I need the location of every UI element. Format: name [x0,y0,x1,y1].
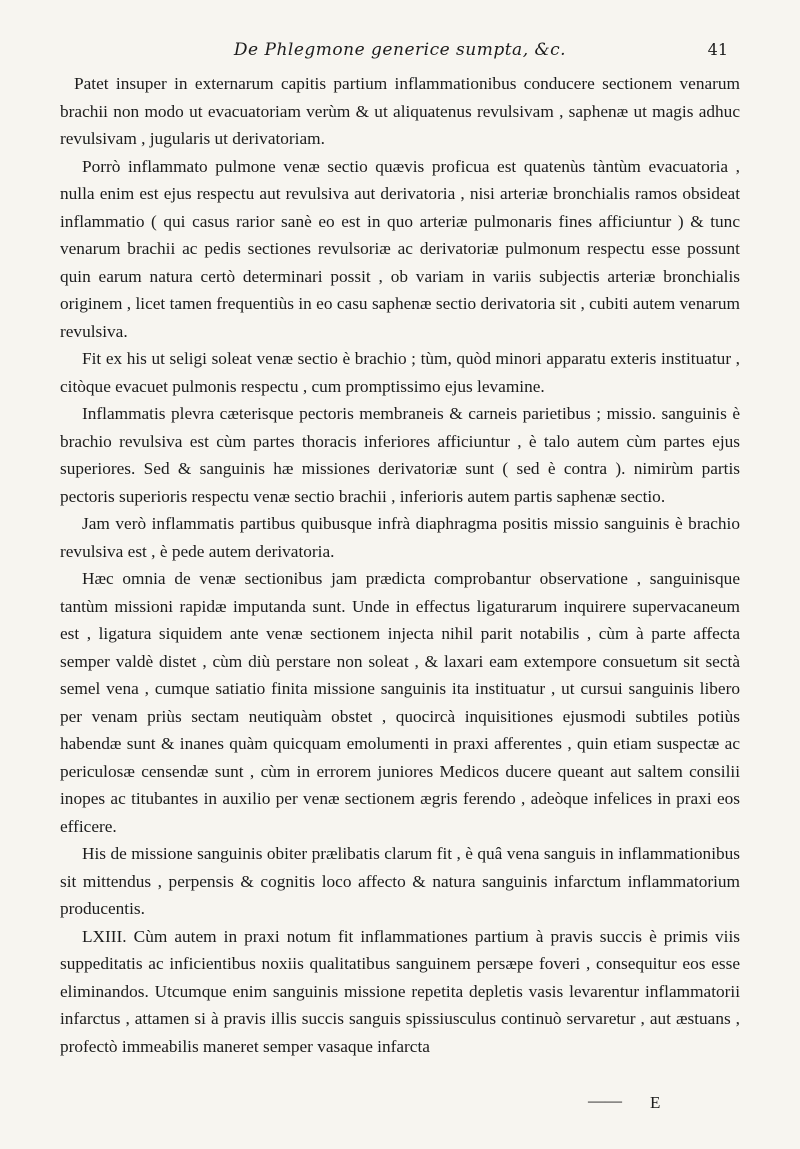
paragraph-8: LXIII. Cùm autem in praxi notum fit inflammationes partium à pravis succis è primis viis suppeditatis ac inficientibus noxiis qualitatibus sanguinem persæpe foveri , consequitur eos esse eliminandos. Utcumque enim sanguinis missione repetita depletis vasis levarentur inflammatorii infarctus , attamen si à pravis illis succis sanguis spissiusculus continuò servaretur , aut æstuans , profectò immeabilis maneret semper vasaque infarcta [60,926,740,1056]
paragraph-6: Hæc omnia de venæ sectionibus jam prædicta comprobantur observatione , sanguinisque tantùm missioni rapidæ imputanda sunt. Unde in effectus ligaturarum inquirere supervacaneum est , ligatura siquidem ante venæ sectionem injecta nihil parit notabilis , cùm à parte affecta semper valdè distet , cùm diù perstare non soleat , & laxari eam extempore consuetum sit sectà semel vena , cumque satiatio finita missione sanguinis ita instituatur , ut cursui sanguinis libero per venam priùs sectam neutiquàm obstet , quocircà inquisitiones ejusmodi subtiles potiùs habendæ sunt & inanes quàm quicquam emolumenti in praxi afferentes , quin etiam suspectæ ac periculosæ censendæ sunt , cùm in errorem juniores Medicos ducere queant aut saltem consilii inopes ac titubantes in auxilio per venæ sectionem ægris ferendo , adeòque infelices in praxi eos efficere. [60,569,740,836]
paragraph-4: Inflammatis plevra cæterisque pectoris membraneis & carneis parietibus ; missio. sanguinis è brachio revulsiva est cùm partes thoracis inferiores afficiuntur , è talo autem cùm partes ejus superiores. Sed & sanguinis hæ missiones derivatoriæ sunt ( sed è contra ). nimirùm partis pectoris superioris respectu venæ sectio brachii , inferioris autem partis saphenæ sectio. [60,404,740,506]
page-number: 41 [707,40,728,59]
running-head [60,40,740,66]
body-text [60,70,740,1060]
paragraph-3: Fit ex his ut seligi soleat venæ sectio è brachio ; tùm, quòd minori apparatu exteris instituatur , citòque evacuet pulmonis respectu , cum promptissimo ejus levamine. [60,349,740,396]
paragraph-5: Jam verò inflammatis partibus quibusque infrà diaphragma positis missio sanguinis è brachio revulsiva est , è pede autem derivatoria. [60,514,740,561]
running-title: De Phlegmone generice sumpta, &c. [233,40,567,60]
paragraph-2: Porrò inflammato pulmone venæ sectio quævis proficua est quatenùs tàntùm evacuatoria , nulla enim est ejus respectu aut revulsiva aut derivatoria , nisi arteriæ bronchialis ramos obsideat inflammatio ( qui casus rarior sanè eo est in quo arteriæ pulmonaris fines afficiuntur ) & tunc venarum brachii ac pedis sectiones revulsoriæ ac derivatoriæ pulmonum respectu esse possunt quin earum natura certò determinari possit , ob variam in variis subjectis arteriæ bronchialis originem , licet tamen frequentiùs in eo casu saphenæ sectio derivatoria sit , cubiti autem venarum revulsiva. [60,156,740,341]
page-footer [60,1093,740,1127]
signature-mark: E [650,1093,661,1112]
catchword: —— [588,1091,622,1110]
paragraph-1: Patet insuper in externarum capitis partium inflammationibus conducere sectionem venarum brachii non modo ut evacuatoriam verùm & ut aliquatenus revulsivam , saphenæ ut magis adhuc revulsivam , jugularis ut derivatoriam. [60,74,740,148]
paragraph-7: His de missione sanguinis obiter prælibatis clarum fit , è quâ vena sanguis in inflammationibus sit mittendus , perpensis & cognitis loco affecto & natura sanguinis infarctum inflammatorium producentis. [60,844,740,918]
